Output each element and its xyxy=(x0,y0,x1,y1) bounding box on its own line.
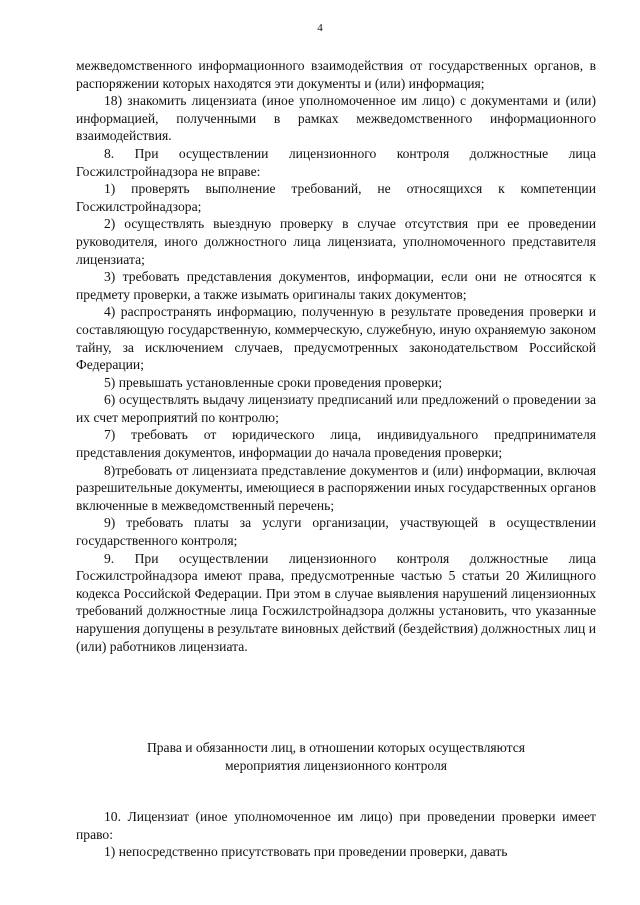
section-heading-line: Права и обязанности лиц, в отношении которых осуществляются xyxy=(146,740,526,755)
main-text xyxy=(76,57,596,655)
page-number: 4 xyxy=(317,22,323,34)
list-item: 7) требовать от юридического лица, индивидуального предпринимателя представления документов, информации до начала проведения проверки; xyxy=(76,427,596,461)
list-item: 1) непосредственно присутствовать при проведении проверки, давать xyxy=(104,844,508,860)
paragraph: 9. При осуществлении лицензионного контроля должностные лица Госжилстройнадзора имеют права, предусмотренные частью 5 статьи 20 Жилищного кодекса Российской Федерации. При этом в случае выявления нарушений лицензионных требований должностные лица Госжилстройнадзора должны установить, что указанные нарушения допущены в результате виновных действий (бездействия) должностных лиц и (или) работников лицензиата. xyxy=(76,550,596,654)
list-item: 3) требовать представления документов, информации, если они не относятся к предмету проверки, а также изымать оригиналы таких документов; xyxy=(76,269,596,302)
list-item: 4) распространять информацию, полученную в результате проведения проверки и составляющую государственную, коммерческую, служебную, иную охраняемую законом тайну, за исключением случаев, предусмотренных законодательством Российской Федерации; xyxy=(76,304,596,373)
list-item: 8)требовать от лицензиата представление документов и (или) информации, включая разрешительные документы, имеющиеся в распоряжении иных государственных органов включенные в межведомственный перечень; xyxy=(76,462,596,513)
paragraph: межведомственного информационного взаимодействия от государственных органов, в распоряжении которых находятся эти документы и (или) информация; xyxy=(76,58,596,91)
section-heading xyxy=(76,739,596,774)
paragraph: 8. При осуществлении лицензионного контроля должностные лица Госжилстройнадзора не вправе: xyxy=(76,145,596,179)
paragraph: 18) знакомить лицензиата (иное уполномоченное им лицо) с документами и (или) информацией, полученными в рамках межведомственного информационного взаимодействия. xyxy=(76,93,596,144)
list-item: 1) проверять выполнение требований, не относящихся к компетенции Госжилстройнадзора; xyxy=(76,181,596,214)
section-heading-line: мероприятия лицензионного контроля xyxy=(224,757,448,773)
section-text xyxy=(76,808,596,861)
list-item: 2) осуществлять выездную проверку в случае отсутствия при ее проведении руководителя, иного должностного лица лицензиата, уполномоченного представителя лицензиата; xyxy=(76,216,596,267)
list-item: 5) превышать установленные сроки проведения проверки; xyxy=(104,374,443,390)
paragraph: 10. Лицензиат (иное уполномоченное им лицо) при проведении проверки имеет право: xyxy=(76,809,596,842)
list-item: 9) требовать платы за услуги организации, участвующей в осуществлении государственного контроля; xyxy=(76,515,596,549)
list-item: 6) осуществлять выдачу лицензиату предписаний или предложений о проведении за их счет мероприятий по контролю; xyxy=(76,392,596,425)
